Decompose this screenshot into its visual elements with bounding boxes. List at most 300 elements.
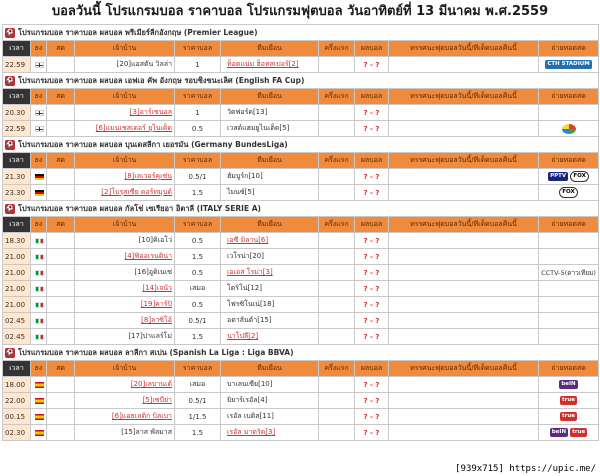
column-header-home: เจ้าบ้าน <box>75 153 175 169</box>
tips-cell[interactable] <box>389 329 539 345</box>
page-title: บอลวันนี้ โปรแกรมบอล ราคาบอล โปรแกรมฟุตบอล วันอาทิตย์ที่ 13 มีนาคม พ.ศ.2559 <box>51 4 549 19</box>
column-header-score: ผลบอล <box>355 361 389 377</box>
league-flag-cell <box>31 249 47 265</box>
match-row[interactable] <box>3 329 599 345</box>
true-logo: true <box>562 413 576 419</box>
live-cell <box>47 409 75 425</box>
home-team-link[interactable]: [15]ลาส พัลมาส <box>121 428 172 436</box>
odds-cell: 0.5/1 <box>175 313 221 329</box>
away-team-cell <box>221 265 319 281</box>
league-title[interactable]: โปรแกรมบอล ราคาบอล ผลบอล ลาลีกา สเปน (Spanish La Liga : Liga BBVA) <box>18 347 294 357</box>
column-header-league: ธง <box>31 217 47 233</box>
cth-stadium-logo: CTH STADIUM <box>547 61 590 67</box>
column-header-tips: ทรรศนะฟุตบอลวันนี้/ทีเด็ดบอลคืนนี้ <box>389 361 539 377</box>
odds-cell: 1.5 <box>175 185 221 201</box>
match-row[interactable] <box>3 313 599 329</box>
column-header-time: เวลา <box>3 153 31 169</box>
away-team-link[interactable]: อตาลันต้า[15] <box>227 316 272 324</box>
flag-ger-icon <box>35 190 44 196</box>
score-cell[interactable]: ? - ? <box>355 281 389 297</box>
half-time-cell <box>319 377 355 393</box>
true-logo: true <box>562 397 576 403</box>
league-flag-cell <box>31 265 47 281</box>
home-team-link[interactable]: [8]เลเวอร์คูเซ่น <box>124 172 172 180</box>
home-team-cell <box>75 409 175 425</box>
column-header-league: ธง <box>31 89 47 105</box>
away-team-cell <box>221 169 319 185</box>
home-team-link[interactable]: [6]แมนเชสเตอร์ ยูไนเต็ด <box>95 124 172 132</box>
league-flag-cell <box>31 393 47 409</box>
league-logo-icon: ⚽ <box>6 76 14 84</box>
away-team-link[interactable]: ท็อตแน่ม ฮ็อทสเปอร์[2] <box>227 60 299 68</box>
league-header-row <box>3 201 599 217</box>
ch7-logo <box>562 124 576 134</box>
match-time: 22.00 <box>3 393 31 409</box>
away-team-cell <box>221 377 319 393</box>
home-team-link[interactable]: [6]แอธเลติก บิลเบา <box>111 412 172 420</box>
league-header-row <box>3 345 599 361</box>
home-team-cell <box>75 233 175 249</box>
score-cell[interactable]: ? - ? <box>355 233 389 249</box>
column-header-half: ครึ่งแรก <box>319 361 355 377</box>
tv-channel-cell[interactable] <box>539 393 599 409</box>
away-team-cell <box>221 249 319 265</box>
league-flag-cell <box>31 425 47 441</box>
home-team-link[interactable]: [3]อาร์เซนอล <box>129 108 172 116</box>
match-row[interactable] <box>3 297 599 313</box>
column-header-row <box>3 41 599 57</box>
column-header-tv: ถ่ายทอดสด <box>539 153 599 169</box>
score-cell[interactable]: ? - ? <box>355 425 389 441</box>
flag-esp-icon <box>35 414 44 420</box>
tips-cell[interactable] <box>389 169 539 185</box>
match-row[interactable] <box>3 281 599 297</box>
odds-cell: เสมอ <box>175 281 221 297</box>
home-team-link[interactable]: [5]เซบีย่า <box>142 396 172 404</box>
score-cell[interactable]: ? - ? <box>355 265 389 281</box>
tv-channel-cell[interactable] <box>539 297 599 313</box>
flag-ger-icon <box>35 174 44 180</box>
score-cell[interactable]: ? - ? <box>355 169 389 185</box>
column-header-row <box>3 89 599 105</box>
league-flag-cell <box>31 105 47 121</box>
match-time: 00.15 <box>3 409 31 425</box>
league-header-row <box>3 137 599 153</box>
score-cell[interactable]: ? - ? <box>355 329 389 345</box>
tips-cell[interactable] <box>389 249 539 265</box>
half-time-cell <box>319 329 355 345</box>
live-cell <box>47 233 75 249</box>
league-title[interactable]: โปรแกรมบอล ราคาบอล ผลบอล พรีเมียร์ลีกอังกฤษ (Premier League) <box>18 27 258 37</box>
score-cell[interactable]: ? - ? <box>355 105 389 121</box>
column-header-away: ทีมเยือน <box>221 361 319 377</box>
tv-channel-cell[interactable] <box>539 425 599 441</box>
flag-ita-icon <box>35 286 44 292</box>
tv-channel-cell[interactable] <box>539 169 599 185</box>
column-header-away: ทีมเยือน <box>221 41 319 57</box>
tv-channel-cell[interactable] <box>539 409 599 425</box>
away-team-link[interactable]: โฟรซิโนเน่[18] <box>227 300 275 308</box>
odds-cell: 1.5 <box>175 425 221 441</box>
match-row[interactable] <box>3 377 599 393</box>
column-header-row <box>3 153 599 169</box>
flag-ita-icon <box>35 254 44 260</box>
half-time-cell <box>319 313 355 329</box>
home-team-cell <box>75 281 175 297</box>
away-team-link[interactable]: โตริโน่[12] <box>227 284 262 292</box>
score-cell[interactable]: ? - ? <box>355 377 389 393</box>
flag-ita-icon <box>35 270 44 276</box>
league-title-cell[interactable] <box>3 73 599 89</box>
column-header-half: ครึ่งแรก <box>319 89 355 105</box>
column-header-live: สด <box>47 217 75 233</box>
tips-cell[interactable] <box>389 57 539 73</box>
league-title[interactable]: โปรแกรมบอล ราคาบอล ผลบอล เอฟเอ คัพ อังกฤษ รอบชิงชนะเลิศ (English FA Cup) <box>18 75 305 85</box>
column-header-odds: ราคาบอล <box>175 89 221 105</box>
match-row[interactable] <box>3 169 599 185</box>
half-time-cell <box>319 121 355 137</box>
tips-cell[interactable] <box>389 425 539 441</box>
score-cell[interactable]: ? - ? <box>355 313 389 329</box>
column-header-league: ธง <box>31 153 47 169</box>
column-header-time: เวลา <box>3 41 31 57</box>
column-header-home: เจ้าบ้าน <box>75 89 175 105</box>
half-time-cell <box>319 105 355 121</box>
tv-channel-cell: CCTV-5(ดาวเทียม) <box>539 265 599 281</box>
flag-eng-icon <box>35 62 44 68</box>
tv-channel-cell[interactable] <box>539 105 599 121</box>
score-cell[interactable]: ? - ? <box>355 121 389 137</box>
column-header-home: เจ้าบ้าน <box>75 41 175 57</box>
column-header-half: ครึ่งแรก <box>319 217 355 233</box>
live-cell <box>47 121 75 137</box>
flag-esp-icon <box>35 398 44 404</box>
column-header-score: ผลบอล <box>355 89 389 105</box>
half-time-cell <box>319 233 355 249</box>
odds-cell: 0.5 <box>175 265 221 281</box>
flag-ita-icon <box>35 318 44 324</box>
live-cell <box>47 265 75 281</box>
tips-cell[interactable] <box>389 265 539 281</box>
live-cell <box>47 393 75 409</box>
away-team-link[interactable]: นาโปลี[2] <box>227 332 259 340</box>
tips-cell[interactable] <box>389 313 539 329</box>
half-time-cell <box>319 409 355 425</box>
tv-channel-cell[interactable] <box>539 249 599 265</box>
column-header-odds: ราคาบอล <box>175 361 221 377</box>
home-team-cell <box>75 425 175 441</box>
match-row[interactable] <box>3 425 599 441</box>
flag-ita-icon <box>35 238 44 244</box>
half-time-cell <box>319 169 355 185</box>
half-time-cell <box>319 425 355 441</box>
away-team-cell <box>221 233 319 249</box>
tips-cell[interactable] <box>389 393 539 409</box>
match-row[interactable] <box>3 233 599 249</box>
home-team-link[interactable]: [17]ปาแลร์โม่ <box>128 332 172 340</box>
away-team-link[interactable]: ฮัมบูร์ก[10] <box>227 172 263 180</box>
home-team-cell <box>75 121 175 137</box>
tv-channel-cell[interactable] <box>539 377 599 393</box>
column-header-score: ผลบอล <box>355 41 389 57</box>
match-row[interactable] <box>3 121 599 137</box>
odds-cell: เสมอ <box>175 377 221 393</box>
half-time-cell <box>319 393 355 409</box>
column-header-away: ทีมเยือน <box>221 217 319 233</box>
column-header-half: ครึ่งแรก <box>319 41 355 57</box>
league-flag-cell <box>31 233 47 249</box>
tips-cell[interactable] <box>389 105 539 121</box>
column-header-tv: ถ่ายทอดสด <box>539 217 599 233</box>
column-header-row <box>3 217 599 233</box>
tv-channel-cell[interactable] <box>539 281 599 297</box>
home-team-cell <box>75 169 175 185</box>
home-team-link[interactable]: [20]แอสตัน วิลล่า <box>116 60 172 68</box>
column-header-home: เจ้าบ้าน <box>75 217 175 233</box>
home-team-link[interactable]: [19]คาร์ปิ <box>140 300 172 308</box>
live-cell <box>47 329 75 345</box>
half-time-cell <box>319 249 355 265</box>
column-header-tv: ถ่ายทอดสด <box>539 361 599 377</box>
home-team-cell <box>75 329 175 345</box>
away-team-cell <box>221 297 319 313</box>
odds-cell: 1 <box>175 57 221 73</box>
home-team-cell <box>75 313 175 329</box>
tv-channel-cell[interactable] <box>539 57 599 73</box>
match-time: 22.59 <box>3 121 31 137</box>
column-header-tips: ทรรศนะฟุตบอลวันนี้/ทีเด็ดบอลคืนนี้ <box>389 153 539 169</box>
flag-esp-icon <box>35 430 44 436</box>
column-header-live: สด <box>47 89 75 105</box>
tv-channel-cell[interactable] <box>539 329 599 345</box>
home-team-cell <box>75 57 175 73</box>
league-flag-cell <box>31 409 47 425</box>
tips-cell[interactable] <box>389 185 539 201</box>
column-header-live: สด <box>47 361 75 377</box>
match-time: 18.00 <box>3 377 31 393</box>
league-flag-cell <box>31 329 47 345</box>
league-flag-cell <box>31 57 47 73</box>
live-cell <box>47 297 75 313</box>
match-row[interactable] <box>3 185 599 201</box>
away-team-link[interactable]: ไมนซ์[5] <box>227 188 255 196</box>
flag-eng-icon <box>35 126 44 132</box>
match-time: 02.45 <box>3 329 31 345</box>
away-team-link[interactable]: บาเลนเซีย[10] <box>227 380 273 388</box>
league-logo-icon: ⚽ <box>6 204 14 212</box>
home-team-link[interactable]: [16]อูดิเนเซ่ <box>134 268 172 276</box>
column-header-odds: ราคาบอล <box>175 153 221 169</box>
away-team-link[interactable]: เอเอส โรม่า[3] <box>227 268 273 276</box>
fixtures-body <box>3 25 599 441</box>
match-time: 02.45 <box>3 313 31 329</box>
column-header-live: สด <box>47 153 75 169</box>
match-time: 21.00 <box>3 249 31 265</box>
fox-logo: FOX <box>559 187 577 198</box>
league-title[interactable]: โปรแกรมบอล ราคาบอล ผลบอล บุนเดสลีกา เยอรมัน (Germany BundesLiga) <box>18 139 288 149</box>
true-logo: true <box>572 429 586 435</box>
home-team-cell <box>75 249 175 265</box>
column-header-odds: ราคาบอล <box>175 217 221 233</box>
tips-cell[interactable] <box>389 297 539 313</box>
column-header-league: ธง <box>31 41 47 57</box>
home-team-cell <box>75 265 175 281</box>
match-row[interactable] <box>3 409 599 425</box>
home-team-cell <box>75 377 175 393</box>
league-title-cell[interactable] <box>3 137 599 153</box>
score-cell[interactable]: ? - ? <box>355 297 389 313</box>
away-team-cell <box>221 425 319 441</box>
column-header-odds: ราคาบอล <box>175 41 221 57</box>
away-team-cell <box>221 57 319 73</box>
match-time: 20.30 <box>3 105 31 121</box>
home-team-link[interactable]: [10]คิเอโว่ <box>138 236 172 244</box>
away-team-link[interactable]: เรอัล เบติส[11] <box>227 412 274 420</box>
live-cell <box>47 249 75 265</box>
odds-cell: 1 <box>175 105 221 121</box>
match-time: 02.30 <box>3 425 31 441</box>
bein-logo: beIN <box>551 429 567 435</box>
league-header-row <box>3 25 599 41</box>
odds-cell: 0.5/1 <box>175 169 221 185</box>
tips-cell[interactable] <box>389 233 539 249</box>
match-time: 21.30 <box>3 169 31 185</box>
home-team-cell <box>75 393 175 409</box>
away-team-link[interactable]: วัตฟอร์ด[13] <box>227 108 268 116</box>
match-row[interactable] <box>3 249 599 265</box>
away-team-cell <box>221 393 319 409</box>
live-cell <box>47 169 75 185</box>
league-title-cell[interactable] <box>3 345 599 361</box>
away-team-cell <box>221 185 319 201</box>
league-header-row <box>3 73 599 89</box>
live-cell <box>47 281 75 297</box>
away-team-link[interactable]: เวสต์แฮมยูไนเต็ด[5] <box>227 124 290 132</box>
league-logo-icon: ⚽ <box>6 140 14 148</box>
tips-cell[interactable] <box>389 121 539 137</box>
tips-cell[interactable] <box>389 377 539 393</box>
league-flag-cell <box>31 377 47 393</box>
half-time-cell <box>319 265 355 281</box>
away-team-link[interactable]: ยิยาร์เรอัล[4] <box>227 396 268 404</box>
pptv-logo: PPTV <box>550 173 567 179</box>
away-team-cell <box>221 313 319 329</box>
match-time: 22.59 <box>3 57 31 73</box>
match-row[interactable] <box>3 105 599 121</box>
home-team-cell <box>75 297 175 313</box>
column-header-home: เจ้าบ้าน <box>75 361 175 377</box>
away-team-link[interactable]: เวโรน่า[20] <box>227 252 264 260</box>
flag-eng-icon <box>35 110 44 116</box>
match-row[interactable] <box>3 393 599 409</box>
league-flag-cell <box>31 169 47 185</box>
away-team-cell <box>221 105 319 121</box>
odds-cell: 1/1.5 <box>175 409 221 425</box>
column-header-tips: ทรรศนะฟุตบอลวันนี้/ทีเด็ดบอลคืนนี้ <box>389 89 539 105</box>
column-header-time: เวลา <box>3 217 31 233</box>
tips-cell[interactable] <box>389 409 539 425</box>
home-team-link[interactable]: [4]ฟิออเรนติน่า <box>124 252 172 260</box>
tv-channel-cell[interactable] <box>539 121 599 137</box>
column-header-tips: ทรรศนะฟุตบอลวันนี้/ทีเด็ดบอลคืนนี้ <box>389 217 539 233</box>
column-header-score: ผลบอล <box>355 153 389 169</box>
flag-esp-icon <box>35 382 44 388</box>
match-time: 23.30 <box>3 185 31 201</box>
tv-channel-cell[interactable] <box>539 233 599 249</box>
away-team-cell <box>221 329 319 345</box>
live-cell <box>47 425 75 441</box>
league-flag-cell <box>31 121 47 137</box>
column-header-league: ธง <box>31 361 47 377</box>
league-flag-cell <box>31 297 47 313</box>
live-cell <box>47 313 75 329</box>
flag-ita-icon <box>35 302 44 308</box>
half-time-cell <box>319 57 355 73</box>
column-header-live: สด <box>47 41 75 57</box>
match-row[interactable] <box>3 265 599 281</box>
column-header-row <box>3 361 599 377</box>
flag-ita-icon <box>35 334 44 340</box>
league-flag-cell <box>31 313 47 329</box>
half-time-cell <box>319 281 355 297</box>
score-cell[interactable]: ? - ? <box>355 57 389 73</box>
column-header-time: เวลา <box>3 361 31 377</box>
home-team-link[interactable]: [14]เจนัว <box>142 284 172 292</box>
league-flag-cell <box>31 281 47 297</box>
score-cell[interactable]: ? - ? <box>355 409 389 425</box>
half-time-cell <box>319 185 355 201</box>
away-team-cell <box>221 121 319 137</box>
match-row[interactable] <box>3 57 599 73</box>
match-time: 21.00 <box>3 297 31 313</box>
score-cell[interactable]: ? - ? <box>355 249 389 265</box>
half-time-cell <box>319 297 355 313</box>
image-host-tag[interactable]: [939x715] https://upic.me/ <box>455 464 596 474</box>
odds-cell: 0.5 <box>175 233 221 249</box>
live-cell <box>47 185 75 201</box>
league-title-cell[interactable] <box>3 25 599 41</box>
match-time: 21.00 <box>3 265 31 281</box>
tv-channel-cell[interactable] <box>539 313 599 329</box>
odds-cell: 1.5 <box>175 329 221 345</box>
away-team-link[interactable]: เอซี มิลาน[6] <box>227 236 269 244</box>
league-title[interactable]: โปรแกรมบอล ราคาบอล ผลบอล กัลโช่ เซเรียอา อิตาลี (ITALY SERIE A) <box>18 203 261 213</box>
home-team-link[interactable]: [2]โบรุสเซีย ดอร์ทมุนด์ <box>101 188 172 196</box>
column-header-tv: ถ่ายทอดสด <box>539 41 599 57</box>
league-flag-cell <box>31 185 47 201</box>
tv-channel-cell[interactable] <box>539 185 599 201</box>
home-team-link[interactable]: [8]ลาซิโอ้ <box>141 316 172 324</box>
bein-logo: beIN <box>561 381 576 387</box>
score-cell[interactable]: ? - ? <box>355 185 389 201</box>
away-team-link[interactable]: เรอัล มาดริด[3] <box>227 428 276 436</box>
column-header-half: ครึ่งแรก <box>319 153 355 169</box>
fixtures-table <box>2 24 599 441</box>
match-time: 21.00 <box>3 281 31 297</box>
column-header-away: ทีมเยือน <box>221 153 319 169</box>
live-cell <box>47 377 75 393</box>
away-team-cell <box>221 409 319 425</box>
live-cell <box>47 105 75 121</box>
odds-cell: 0.5/1 <box>175 393 221 409</box>
home-team-link[interactable]: [20]เลบานเต้ <box>130 380 172 388</box>
score-cell[interactable]: ? - ? <box>355 393 389 409</box>
league-title-cell[interactable] <box>3 201 599 217</box>
column-header-tv: ถ่ายทอดสด <box>539 89 599 105</box>
odds-cell: 1.5 <box>175 249 221 265</box>
tips-cell[interactable] <box>389 281 539 297</box>
home-team-cell <box>75 185 175 201</box>
